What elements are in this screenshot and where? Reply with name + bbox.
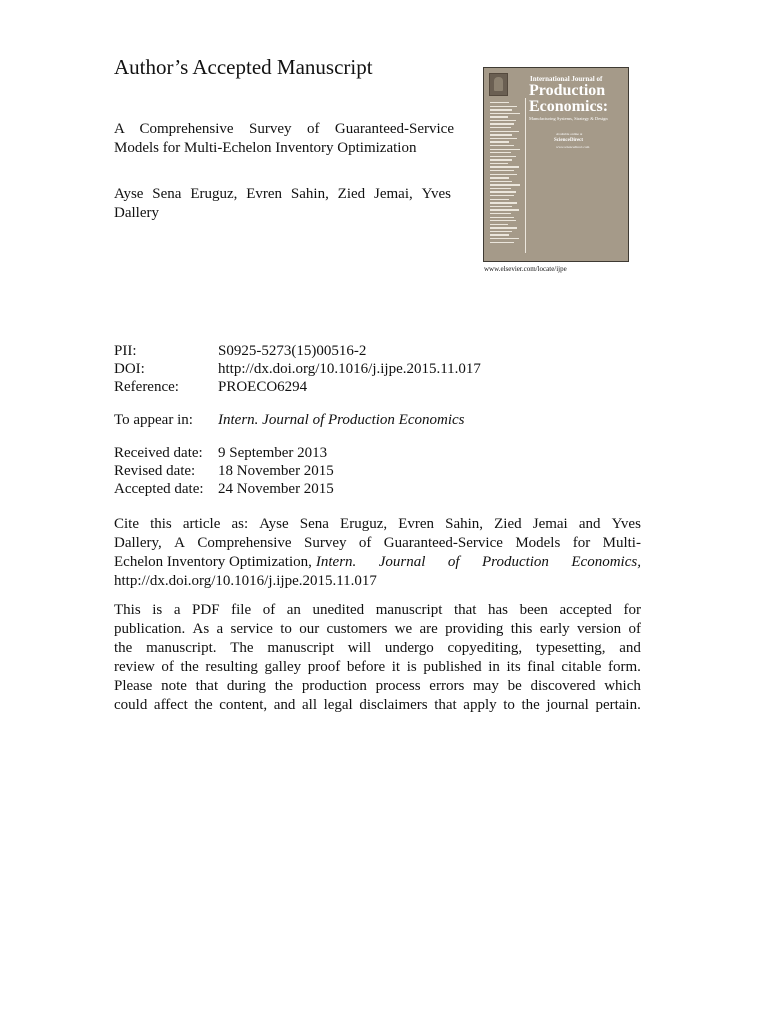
word: all bbox=[302, 697, 317, 713]
word: for bbox=[572, 535, 591, 551]
word: publication. bbox=[114, 621, 186, 637]
word: our bbox=[299, 621, 320, 637]
word: Ayse bbox=[114, 186, 144, 202]
cover-list-line bbox=[490, 102, 509, 103]
cover-list-line bbox=[490, 209, 519, 210]
word: manuscript. bbox=[146, 640, 217, 656]
citation-paragraph bbox=[114, 515, 641, 591]
word: of bbox=[628, 621, 641, 637]
citation-doi-link[interactable]: http://dx.doi.org/10.1016/j.ijpe.2015.11.017 bbox=[114, 573, 377, 589]
word: we bbox=[394, 621, 413, 637]
elsevier-logo-icon bbox=[489, 73, 508, 96]
cover-list-line bbox=[490, 191, 516, 192]
cover-list-line bbox=[490, 127, 511, 128]
word: the bbox=[114, 640, 133, 656]
word: Sena bbox=[299, 516, 329, 532]
word: journal bbox=[546, 697, 589, 713]
journal-url-link[interactable]: www.elsevier.com/locate/ijpe bbox=[484, 265, 567, 273]
cover-list-line bbox=[490, 231, 512, 232]
word: Eruguz, bbox=[340, 516, 388, 532]
word: Guaranteed-Service bbox=[383, 535, 503, 551]
word: Zied bbox=[337, 186, 366, 202]
word: proof bbox=[307, 659, 341, 675]
cover-list-line bbox=[490, 220, 516, 221]
word: galley bbox=[264, 659, 302, 675]
cover-list-line bbox=[490, 163, 508, 164]
cover-list-line bbox=[490, 238, 519, 239]
word: and bbox=[619, 640, 641, 656]
word: apply bbox=[463, 697, 497, 713]
revised-label: Revised date: bbox=[114, 463, 196, 479]
word: in bbox=[488, 659, 500, 675]
word: may bbox=[473, 678, 499, 694]
word: manuscript bbox=[267, 640, 335, 656]
word: which bbox=[604, 678, 641, 694]
cover-list-line bbox=[490, 242, 514, 243]
citation-line bbox=[114, 553, 641, 572]
cover-journal-line: Economics: bbox=[529, 98, 609, 115]
cover-list-line bbox=[490, 174, 517, 175]
word: This bbox=[114, 602, 141, 618]
word: typesetting, bbox=[535, 640, 606, 656]
cover-list-line bbox=[490, 202, 517, 203]
word: Eruguz, bbox=[190, 186, 238, 202]
word: production bbox=[301, 678, 367, 694]
page-heading: Author’s Accepted Manuscript bbox=[114, 55, 373, 79]
word: A bbox=[174, 535, 186, 551]
notice-line bbox=[114, 620, 641, 639]
cover-journal-line: International Journal of bbox=[530, 75, 603, 83]
notice-line bbox=[114, 639, 641, 658]
cover-list-line bbox=[490, 188, 511, 189]
word: of bbox=[358, 535, 372, 551]
word: Ayse bbox=[259, 516, 289, 532]
word: that bbox=[453, 602, 477, 618]
word: final bbox=[527, 659, 555, 675]
word: as: bbox=[231, 516, 249, 532]
pii-value: S0925-5273(15)00516-2 bbox=[218, 343, 367, 359]
word: The bbox=[230, 640, 254, 656]
word: unedited bbox=[312, 602, 365, 618]
cover-list-line bbox=[490, 134, 512, 135]
word: manuscript bbox=[375, 602, 443, 618]
word: discovered bbox=[530, 678, 596, 694]
word: Sahin, bbox=[290, 186, 329, 202]
word: Zied bbox=[494, 516, 522, 532]
word: Models bbox=[515, 535, 561, 551]
cover-list-line bbox=[490, 145, 514, 146]
word: file bbox=[231, 602, 252, 618]
word: published bbox=[423, 659, 482, 675]
notice-line bbox=[114, 658, 641, 677]
word: legal bbox=[323, 697, 353, 713]
reference-value: PROECO6294 bbox=[218, 379, 308, 395]
author-line: Dallery bbox=[114, 205, 159, 221]
cover-list-line bbox=[490, 159, 512, 160]
accepted-label: Accepted date: bbox=[114, 481, 204, 497]
notice-line bbox=[114, 677, 641, 696]
word: Evren bbox=[398, 516, 435, 532]
accepted-value: 24 November 2015 bbox=[218, 481, 334, 497]
word: for bbox=[623, 602, 641, 618]
word: providing bbox=[445, 621, 504, 637]
cover-list-line bbox=[490, 213, 511, 214]
cover-list-line bbox=[490, 170, 514, 171]
cover-list-line bbox=[490, 184, 520, 185]
received-label: Received date: bbox=[114, 445, 203, 461]
word: been bbox=[519, 602, 548, 618]
word: Evren bbox=[246, 186, 283, 202]
cover-list-line bbox=[490, 123, 514, 124]
citation-line bbox=[114, 515, 641, 534]
word: disclaimers bbox=[359, 697, 428, 713]
word: review bbox=[114, 659, 155, 675]
cover-list-line bbox=[490, 206, 512, 207]
word: the bbox=[521, 697, 540, 713]
word: Dallery, bbox=[114, 535, 162, 551]
word: As bbox=[192, 621, 210, 637]
cover-list-line bbox=[490, 199, 509, 200]
word: could bbox=[114, 697, 148, 713]
word: Survey bbox=[303, 535, 347, 551]
word: this bbox=[510, 621, 533, 637]
cover-sciencedirect-text: ScienceDirect bbox=[554, 138, 584, 143]
word: citable bbox=[561, 659, 602, 675]
cover-editorial-board-list bbox=[490, 102, 522, 252]
journal-cover-image bbox=[483, 67, 629, 262]
article-title: A Comprehensive Survey of Guaranteed-Service Models for Multi-Echelon Inventory Optimization bbox=[114, 121, 454, 156]
word: version bbox=[576, 621, 622, 637]
reference-label: Reference: bbox=[114, 379, 179, 395]
cover-site-text: www.sciencedirect.com bbox=[556, 145, 590, 149]
citation-text: Echelon Inventory Optimization, bbox=[114, 554, 312, 570]
word: this bbox=[150, 516, 172, 532]
word: Production bbox=[482, 554, 549, 570]
word: are bbox=[419, 621, 438, 637]
pii-label: PII: bbox=[114, 343, 137, 359]
notice-line bbox=[114, 601, 641, 620]
word: affect bbox=[153, 697, 188, 713]
word: a bbox=[216, 621, 224, 637]
word: Sahin, bbox=[445, 516, 484, 532]
word: a bbox=[173, 602, 181, 618]
cover-list-line bbox=[490, 217, 514, 218]
word: Intern. bbox=[315, 554, 357, 570]
word: Jemai, bbox=[374, 186, 413, 202]
cover-list-line bbox=[490, 156, 516, 157]
word: that bbox=[195, 678, 219, 694]
word: the bbox=[180, 659, 199, 675]
cover-list-line bbox=[490, 152, 511, 153]
word: Yves bbox=[611, 516, 641, 532]
word: Jemai bbox=[532, 516, 568, 532]
cover-list-line bbox=[490, 224, 508, 225]
word: will bbox=[347, 640, 372, 656]
word: to bbox=[503, 697, 515, 713]
word: the bbox=[274, 678, 294, 694]
word: be bbox=[507, 678, 522, 694]
cover-list-line bbox=[490, 149, 520, 150]
word: Journal bbox=[378, 554, 426, 570]
cover-journal-line: Production bbox=[529, 82, 606, 99]
citation-journal bbox=[316, 553, 641, 572]
word: of bbox=[447, 554, 460, 570]
notice-line bbox=[114, 696, 641, 715]
word: accepted bbox=[559, 602, 612, 618]
cover-list-line bbox=[490, 166, 519, 167]
word: service bbox=[230, 621, 273, 637]
word: has bbox=[488, 602, 508, 618]
citation-line bbox=[114, 534, 641, 553]
word: is bbox=[152, 602, 163, 618]
cover-list-line bbox=[490, 195, 514, 196]
cover-list-line bbox=[490, 141, 509, 142]
word: before bbox=[346, 659, 386, 675]
cover-list-line bbox=[490, 234, 509, 235]
cover-list-line bbox=[490, 131, 519, 132]
manuscript-notice-paragraph bbox=[114, 601, 641, 715]
word: customers bbox=[326, 621, 388, 637]
author-list bbox=[114, 185, 451, 223]
revised-value: 18 November 2015 bbox=[218, 463, 334, 479]
word: copyediting, bbox=[447, 640, 523, 656]
word: note bbox=[161, 678, 187, 694]
cover-list-line bbox=[490, 113, 520, 114]
word: Yves bbox=[421, 186, 451, 202]
cover-list-line bbox=[490, 116, 508, 117]
cover-list-line bbox=[490, 181, 512, 182]
appear-label: To appear in: bbox=[114, 412, 193, 428]
author-line bbox=[114, 185, 451, 204]
doi-link[interactable]: http://dx.doi.org/10.1016/j.ijpe.2015.11.017 bbox=[218, 361, 481, 377]
word: Comprehensive bbox=[197, 535, 292, 551]
cover-list-line bbox=[490, 120, 516, 121]
word: it bbox=[391, 659, 401, 675]
word: of bbox=[262, 602, 276, 618]
cover-list-line bbox=[490, 138, 517, 139]
cover-list-line bbox=[490, 106, 517, 107]
word: its bbox=[506, 659, 521, 675]
word: and bbox=[273, 697, 296, 713]
word: to bbox=[280, 621, 292, 637]
word: process bbox=[375, 678, 421, 694]
word: that bbox=[434, 697, 457, 713]
cover-list-line bbox=[490, 227, 517, 228]
doi-label: DOI: bbox=[114, 361, 145, 377]
word: Sena bbox=[152, 186, 182, 202]
word: an bbox=[286, 602, 301, 618]
received-value: 9 September 2013 bbox=[218, 445, 328, 461]
word: resulting bbox=[205, 659, 258, 675]
word: and bbox=[578, 516, 601, 532]
word: Please bbox=[114, 678, 153, 694]
word: of bbox=[161, 659, 174, 675]
word: the bbox=[194, 697, 213, 713]
cover-divider bbox=[525, 98, 526, 253]
cover-subtitle: Manufacturing Systems, Strategy & Design bbox=[529, 116, 608, 121]
word: content, bbox=[219, 697, 268, 713]
word: is bbox=[406, 659, 417, 675]
journal-name: Intern. Journal of Production Economics bbox=[218, 412, 465, 428]
word: during bbox=[226, 678, 267, 694]
word: Economics, bbox=[571, 554, 641, 570]
cover-list-line bbox=[490, 177, 509, 178]
word: PDF bbox=[192, 602, 220, 618]
word: Cite bbox=[114, 516, 139, 532]
word: Multi- bbox=[602, 535, 641, 551]
word: early bbox=[539, 621, 570, 637]
word: errors bbox=[429, 678, 465, 694]
cover-list-line bbox=[490, 109, 512, 110]
word: pertain. bbox=[595, 697, 641, 713]
cover-available-text: Available online at bbox=[556, 132, 583, 136]
word: form. bbox=[607, 659, 641, 675]
word: article bbox=[182, 516, 221, 532]
word: undergo bbox=[384, 640, 434, 656]
